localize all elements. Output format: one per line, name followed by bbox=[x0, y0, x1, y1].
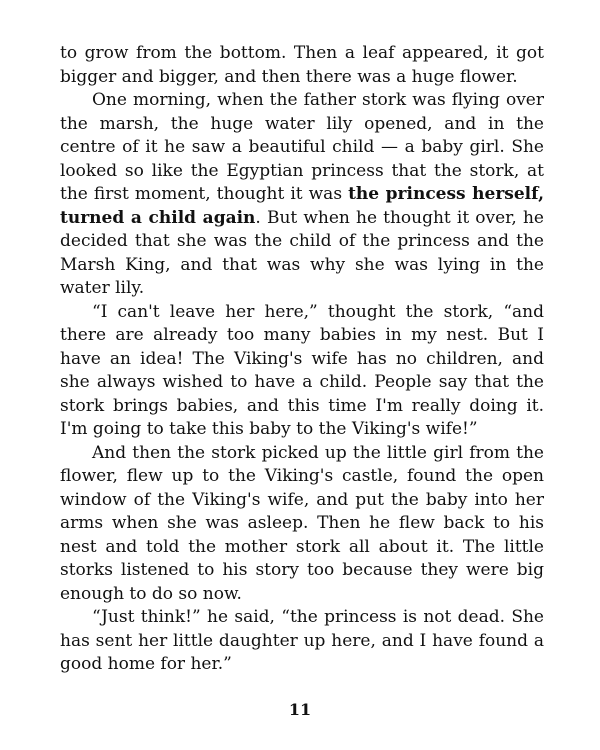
paragraph-2 bbox=[60, 89, 544, 301]
paragraph-2-text-after: . But when he thought it over, he decided that she was the child of the princess and the Marsh King, and that was why she was lying in the water lily. bbox=[60, 207, 544, 298]
paragraph-2-bold-phrase: the princess herself, turned a child again bbox=[60, 184, 545, 228]
paragraph-5: “Just think!” he said, “the princess is not dead. She has sent her little daughter up here, and I have found a good home for her.” bbox=[60, 607, 544, 674]
page-number: 11 bbox=[288, 700, 312, 719]
paragraph-4: And then the stork picked up the little girl from the flower, flew up to the Viking's castle, found the open window of the Viking's wife, and put the baby into her arms when she was asleep. Then he flew back to his nest and told the mother stork all about it. The little storks listened to his story too because they were big enough to do so now. bbox=[60, 442, 544, 604]
paragraph-3: “I can't leave her here,” thought the stork, “and there are already too many babies in my nest. But I have an idea! The Viking's wife has no children, and she always wished to have a child. People say that the stork brings babies, and this time I'm really doing it. I'm going to take this baby to the Viking's wife!” bbox=[60, 301, 544, 439]
paragraph-2-text-before: One morning, when the father stork was flying over the marsh, the huge water lily opened, and in the centre of it he saw a beautiful child — a baby girl. She looked so like the Egyptian princess that the stork, at the first moment, thought it was bbox=[60, 90, 544, 204]
body-text bbox=[60, 42, 544, 677]
paragraph-1: to grow from the bottom. Then a leaf appeared, it got bigger and bigger, and then there was a huge flower. bbox=[60, 43, 544, 87]
